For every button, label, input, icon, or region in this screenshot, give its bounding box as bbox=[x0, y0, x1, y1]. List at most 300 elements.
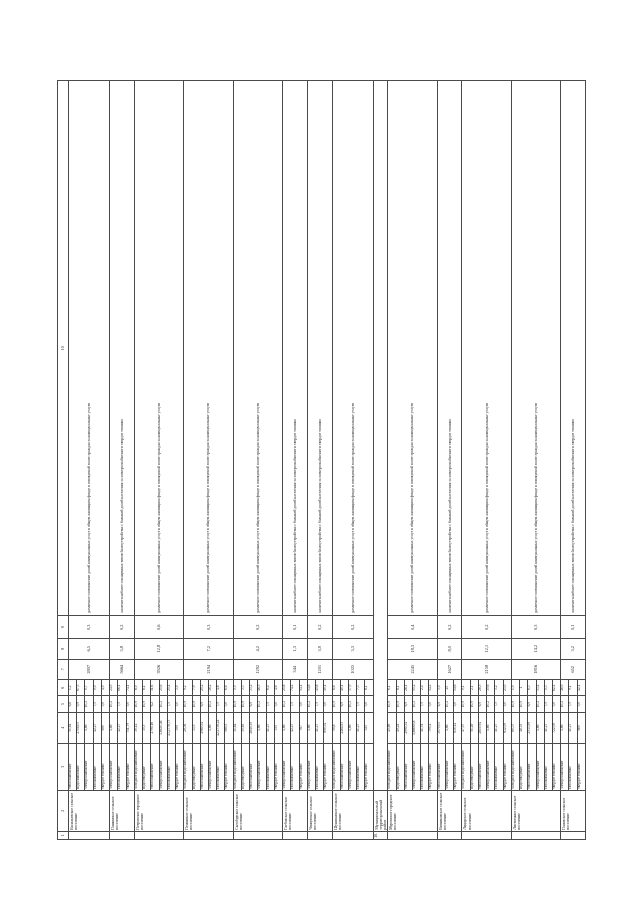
table-row bbox=[184, 81, 192, 840]
tariff-value: 3070,03 bbox=[437, 712, 445, 743]
tariff-value: 42,27 bbox=[118, 712, 126, 743]
share-value: 4,8 bbox=[217, 680, 225, 696]
growth-value: 5,0 bbox=[176, 696, 184, 712]
growth-value: 7,5 bbox=[316, 696, 324, 712]
deviation-value: 0,1 bbox=[283, 616, 308, 639]
service-name: теплоснабжение bbox=[151, 743, 159, 790]
deviation-value: 0,4 bbox=[388, 616, 437, 639]
population-value: 5664 bbox=[110, 659, 135, 680]
tariff-value: 2990,34 bbox=[404, 712, 412, 743]
header-cell: 1 bbox=[58, 831, 69, 839]
deviation-value: 0,6 bbox=[134, 616, 183, 639]
share-value: 6,4 bbox=[266, 680, 274, 696]
tariff-value: 41,27 bbox=[316, 712, 324, 743]
justification-text: различное соотношение долей коммунальных услуг в общем жилищном фонде в совокупной плате граждан за коммунальные услуги bbox=[332, 81, 373, 616]
header-cell: 3 bbox=[58, 743, 69, 790]
share-value: 54,1 bbox=[299, 680, 307, 696]
service-name: электроснабжение bbox=[85, 743, 93, 790]
settlement-name: Васильевское сельское поселение bbox=[69, 790, 110, 831]
growth-value: 6,9 bbox=[528, 696, 536, 712]
tariff-table bbox=[57, 80, 586, 840]
tariff-value: 2533,99 bbox=[528, 712, 536, 743]
growth-value: 7,5 bbox=[266, 696, 274, 712]
share-value: 8,1 bbox=[143, 680, 151, 696]
tariff-value: 42,27 bbox=[291, 712, 299, 743]
tariff-value: 51,84 bbox=[69, 712, 77, 743]
growth-value: 10,2 bbox=[283, 696, 291, 712]
population-value: 2807 bbox=[69, 659, 110, 680]
settlement-name: Вязниковское сельское поселение bbox=[437, 790, 462, 831]
tariff-value: 41,27 bbox=[569, 712, 577, 743]
share-value: 3,0 bbox=[176, 680, 184, 696]
share-value: 48,9 bbox=[561, 680, 569, 696]
payment-share-value: 3,9 bbox=[307, 639, 332, 660]
growth-value: 10,9 bbox=[511, 696, 519, 712]
header-row bbox=[58, 81, 69, 840]
service-name: газоснабжение bbox=[544, 743, 552, 790]
service-name: водоотведение bbox=[520, 743, 528, 790]
share-value: 25,4 bbox=[167, 680, 175, 696]
service-name: газоснабжение bbox=[217, 743, 225, 790]
header-cell: 8 bbox=[58, 639, 69, 660]
share-value: 55,2 bbox=[412, 680, 420, 696]
table-row bbox=[388, 81, 396, 840]
payment-share-value: 18,3 bbox=[388, 639, 437, 660]
section-title: Муниципальный территориальный район bbox=[373, 790, 388, 831]
share-value: 6,3 bbox=[528, 680, 536, 696]
growth-value: 7,5 bbox=[544, 696, 552, 712]
service-name: теплоснабжение bbox=[404, 743, 412, 790]
share-value: 25,8 bbox=[283, 680, 291, 696]
service-name: электроснабжение bbox=[445, 743, 453, 790]
tariff-value: 2810,94 bbox=[478, 712, 486, 743]
justification-text: различное соотношение долей коммунальных услуг в общем жилищном фонде в совокупной плате граждан за коммунальные услуги bbox=[69, 81, 110, 616]
tariff-value: 722,05 bbox=[552, 712, 560, 743]
deviation-value: 0,3 bbox=[184, 616, 233, 639]
growth-value: 10,2 bbox=[258, 696, 266, 712]
growth-value: 6,9 bbox=[250, 696, 258, 712]
row-number-cell bbox=[184, 831, 233, 839]
share-value: 8,1 bbox=[396, 680, 404, 696]
share-value: 3,3 bbox=[241, 680, 249, 696]
share-value: 9,2 bbox=[184, 680, 192, 696]
growth-value: 10,9 bbox=[233, 696, 241, 712]
tariff-value: 650 bbox=[101, 712, 109, 743]
deviation-value: 0,3 bbox=[69, 616, 110, 639]
growth-value: 10,2 bbox=[412, 696, 420, 712]
tariff-value: 1,86 bbox=[283, 712, 291, 743]
share-value: 25,2 bbox=[200, 680, 208, 696]
growth-value: 10,9 bbox=[134, 696, 142, 712]
tariff-value: 48,53 bbox=[520, 712, 528, 743]
growth-value: 10,2 bbox=[208, 696, 216, 712]
growth-value: 7,5 bbox=[357, 696, 365, 712]
share-value: 67,3 bbox=[77, 680, 85, 696]
share-value: 33,4 bbox=[536, 680, 544, 696]
row-number-cell bbox=[561, 831, 586, 839]
share-value: 0,1 bbox=[462, 680, 470, 696]
growth-value: 10,9 bbox=[388, 696, 396, 712]
rotated-table-container bbox=[57, 80, 586, 840]
tariff-value: 1,86 bbox=[536, 712, 544, 743]
share-value: 8,1 bbox=[365, 680, 373, 696]
service-name: водоотведение bbox=[396, 743, 404, 790]
share-value: 1 bbox=[520, 680, 528, 696]
growth-value: 10,2 bbox=[445, 696, 453, 712]
growth-value: 10,9 bbox=[462, 696, 470, 712]
growth-value: 5,0 bbox=[225, 696, 233, 712]
payment-share-value: 12,8 bbox=[134, 639, 183, 660]
header-cell: 6 bbox=[58, 680, 69, 696]
table-row bbox=[332, 81, 340, 840]
justification-text: различное соотношение долей коммунальных услуг в общем жилищном фонде в совокупной плате граждан за коммунальные услуги bbox=[134, 81, 183, 616]
deviation-value: 0,1 bbox=[561, 616, 586, 639]
tariff-value: 690,54 bbox=[324, 712, 332, 743]
tariff-value: 700,4 bbox=[429, 712, 437, 743]
share-value: 10,1 bbox=[324, 680, 332, 696]
service-name: холодное водоснабжение bbox=[462, 743, 470, 790]
tariff-value: 1,88 bbox=[110, 712, 118, 743]
share-value: 62,4 bbox=[552, 680, 560, 696]
header-cell: 4 bbox=[58, 712, 69, 743]
tariff-value: 42,2738,24 bbox=[217, 712, 225, 743]
deviation-value: 0,2 bbox=[233, 616, 282, 639]
tariff-value: 2464,93 bbox=[340, 712, 348, 743]
service-name: твердое топливо bbox=[365, 743, 373, 790]
row-number-cell bbox=[388, 831, 437, 839]
settlement-name: Глебовское сельское поселение bbox=[283, 790, 308, 831]
section-row bbox=[373, 81, 388, 840]
growth-value: 7,5 bbox=[569, 696, 577, 712]
share-value: 0,0 bbox=[93, 680, 101, 696]
tariff-value: 2980,54 bbox=[200, 712, 208, 743]
growth-value: 5,0 bbox=[299, 696, 307, 712]
justification-text: различное соотношение долей коммунальных услуг в общем жилищном фонде в совокупной плате граждан за коммунальные услуги bbox=[462, 81, 511, 616]
tariff-value: 632,05 bbox=[503, 712, 511, 743]
tariff-value: 33,5 bbox=[192, 712, 200, 743]
service-name: твердое топливо bbox=[429, 743, 437, 790]
deviation-value: 0,2 bbox=[307, 616, 332, 639]
share-value: 37,9 bbox=[348, 680, 356, 696]
growth-value: 7,5 bbox=[167, 696, 175, 712]
row-number-cell bbox=[511, 831, 560, 839]
service-name: газоснабжение bbox=[167, 743, 175, 790]
payment-share-value: 3,3 bbox=[332, 639, 373, 660]
growth-value: 5,0 bbox=[101, 696, 109, 712]
service-name: твердое топливо bbox=[101, 743, 109, 790]
service-name: твердое топливо bbox=[126, 743, 134, 790]
growth-value: 5,0 bbox=[577, 696, 585, 712]
growth-value: 7,5 bbox=[421, 696, 429, 712]
tariff-value: 51,49 bbox=[470, 712, 478, 743]
tariff-value: 1,8630,46 bbox=[159, 712, 167, 743]
share-value: 46,5 bbox=[258, 680, 266, 696]
tariff-value: 2849,39 bbox=[250, 712, 258, 743]
row-number-cell bbox=[437, 831, 462, 839]
share-value: 66,1 bbox=[118, 680, 126, 696]
service-name: газоснабжение bbox=[421, 743, 429, 790]
tariff-value: 30,14 bbox=[134, 712, 142, 743]
population-value: 1627 bbox=[437, 659, 462, 680]
header-cell: 2 bbox=[58, 790, 69, 831]
growth-value: 10,2 bbox=[536, 696, 544, 712]
population-value: 2194 bbox=[184, 659, 233, 680]
justification-text: наличие наиболее оснащенных типов благоустройства с большей долей населения за электроснабжение и твердое топливо bbox=[307, 81, 332, 616]
tariff-value: 49,24 bbox=[396, 712, 404, 743]
service-name: твердое топливо bbox=[552, 743, 560, 790]
growth-value: 5,0 bbox=[454, 696, 462, 712]
row-number-cell bbox=[69, 831, 110, 839]
growth-value: 5,0 bbox=[274, 696, 282, 712]
tariff-value: 1,86 bbox=[348, 712, 356, 743]
empty-cell bbox=[373, 81, 388, 791]
tariff-value: 559 bbox=[176, 712, 184, 743]
settlement-name: Петровское городское поселение bbox=[134, 790, 183, 831]
payment-share-value: 8,0 bbox=[437, 639, 462, 660]
table-body bbox=[69, 81, 586, 840]
growth-value: 5,0 bbox=[429, 696, 437, 712]
growth-value: 10,9 bbox=[143, 696, 151, 712]
growth-value: 10,2 bbox=[348, 696, 356, 712]
payment-share-value: 6,5 bbox=[69, 639, 110, 660]
service-name: теплоснабжение bbox=[478, 743, 486, 790]
service-name: теплоснабжение bbox=[528, 743, 536, 790]
share-value: 6,6 bbox=[225, 680, 233, 696]
share-value: 5,3 bbox=[544, 680, 552, 696]
justification-text: различное соотношение долей коммунальных услуг в общем жилищном фонде в совокупной плате граждан за коммунальные услуги bbox=[233, 81, 282, 616]
service-name: электроснабжение bbox=[348, 743, 356, 790]
tariff-value: 525 bbox=[365, 712, 373, 743]
share-value: 14,2 bbox=[429, 680, 437, 696]
population-value: 1201 bbox=[307, 659, 332, 680]
population-value: 2245 bbox=[388, 659, 437, 680]
growth-value: 10,9 bbox=[241, 696, 249, 712]
tariff-value: 2790,16 bbox=[151, 712, 159, 743]
share-value: 6,1 bbox=[388, 680, 396, 696]
settlement-name: Муромское городское поселение bbox=[388, 790, 437, 831]
settlement-name: Лиственное сельское поселение bbox=[511, 790, 560, 831]
service-name: газоснабжение bbox=[495, 743, 503, 790]
tariff-value: 41,27 bbox=[357, 712, 365, 743]
service-name: водоснабжение bbox=[77, 743, 85, 790]
payment-share-value: 14,2 bbox=[511, 639, 560, 660]
tariff-value: 41,27 bbox=[544, 712, 552, 743]
growth-value: 10,2 bbox=[487, 696, 495, 712]
share-value: 4,6 bbox=[274, 680, 282, 696]
share-value: 9,1 bbox=[569, 680, 577, 696]
growth-value: 5,0 bbox=[503, 696, 511, 712]
service-name: твердое топливо bbox=[225, 743, 233, 790]
growth-value: 7,5 bbox=[495, 696, 503, 712]
row-number-cell bbox=[462, 831, 511, 839]
growth-value: 7,5 bbox=[291, 696, 299, 712]
growth-value: 5,0 bbox=[365, 696, 373, 712]
tariff-value: 43,2778,73 bbox=[167, 712, 175, 743]
row-number-cell bbox=[332, 831, 373, 839]
header-cell: 5 bbox=[58, 696, 69, 712]
settlement-name: Пановское сельское поселение bbox=[561, 790, 586, 831]
share-value: 11,6 bbox=[151, 680, 159, 696]
service-name: газоснабжение bbox=[357, 743, 365, 790]
service-name: твердое топливо bbox=[299, 743, 307, 790]
row-number-cell bbox=[307, 831, 332, 839]
population-value: 3926 bbox=[134, 659, 183, 680]
tariff-value: 1,86 bbox=[561, 712, 569, 743]
justification-text: наличие наиболее оснащенных типов благоустройства с большей долей населения за электроснабжение и твердое топливо bbox=[437, 81, 462, 616]
deviation-value: 0,2 bbox=[437, 616, 462, 639]
tariff-value: 29,36 bbox=[184, 712, 192, 743]
service-name: холодное водоснабжение bbox=[233, 743, 241, 790]
service-name: теплоснабжение bbox=[250, 743, 258, 790]
service-name: электроснабжение bbox=[561, 743, 569, 790]
service-name: водоотведение bbox=[192, 743, 200, 790]
tariff-value: 589,5 bbox=[225, 712, 233, 743]
deviation-value: 0,2 bbox=[462, 616, 511, 639]
share-value: 18,2 bbox=[208, 680, 216, 696]
share-value: 28,5 bbox=[478, 680, 486, 696]
service-name: электроснабжение bbox=[258, 743, 266, 790]
share-value: 35,6 bbox=[487, 680, 495, 696]
growth-value: 10,9 bbox=[520, 696, 528, 712]
share-value: 33,2 bbox=[250, 680, 258, 696]
service-name: холодное водоснабжение bbox=[388, 743, 396, 790]
service-name: холодное водоснабжение bbox=[134, 743, 142, 790]
row-number-cell bbox=[233, 831, 282, 839]
tariff-value: 1,86060,8 bbox=[412, 712, 420, 743]
share-value: 45,8 bbox=[316, 680, 324, 696]
settlement-name: Сытобудское сельское поселение bbox=[233, 790, 282, 831]
service-name: газоснабжение bbox=[291, 743, 299, 790]
share-value: 23,0 bbox=[503, 680, 511, 696]
share-value: 25 bbox=[445, 680, 453, 696]
growth-value: 7,5 bbox=[217, 696, 225, 712]
tariff-value: 630,14 bbox=[454, 712, 462, 743]
population-value: 2158 bbox=[462, 659, 511, 680]
share-value: 24,9 bbox=[110, 680, 118, 696]
share-value: 28,1 bbox=[404, 680, 412, 696]
share-value: 3,0 bbox=[437, 680, 445, 696]
service-name: теплоснабжение bbox=[200, 743, 208, 790]
share-value: 8,0 bbox=[134, 680, 142, 696]
deviation-value: 0,2 bbox=[110, 616, 135, 639]
growth-value: 6,2 bbox=[151, 696, 159, 712]
growth-value: 10,9 bbox=[396, 696, 404, 712]
service-name: газоснабжение bbox=[316, 743, 324, 790]
growth-value: 10,2 bbox=[561, 696, 569, 712]
growth-value: 6,9 bbox=[200, 696, 208, 712]
tariff-value: 535 bbox=[274, 712, 282, 743]
growth-value: 10,2 bbox=[85, 696, 93, 712]
justification-text: наличие наиболее оснащенных типов благоустройства с большей долей населения за электроснабжение и твердое топливо bbox=[283, 81, 308, 616]
share-value: 2,4 bbox=[421, 680, 429, 696]
header-cell: 9 bbox=[58, 616, 69, 639]
justification-text: наличие наиболее оснащенных типов благоустройства с большей долей населения за электроснабжение и твердое топливо bbox=[561, 81, 586, 616]
service-name: электроснабжение bbox=[208, 743, 216, 790]
growth-value: 0,9 bbox=[77, 696, 85, 712]
population-value: 1025 bbox=[332, 659, 373, 680]
tariff-value: 45,89 bbox=[388, 712, 396, 743]
tariff-value: 59,8 bbox=[332, 712, 340, 743]
payment-share-value: 1,3 bbox=[283, 639, 308, 660]
tariff-value: 1,86 bbox=[445, 712, 453, 743]
growth-value: 10,9 bbox=[184, 696, 192, 712]
service-name: водоотведение bbox=[143, 743, 151, 790]
service-name: твердое топливо bbox=[503, 743, 511, 790]
share-value: 5,5 bbox=[233, 680, 241, 696]
share-value: 40,1 bbox=[340, 680, 348, 696]
row-number-cell bbox=[283, 831, 308, 839]
share-value: 54,8 bbox=[307, 680, 315, 696]
tariff-value: 41,27 bbox=[266, 712, 274, 743]
service-name: теплоснабжение bbox=[69, 743, 77, 790]
service-name: газоснабжение bbox=[266, 743, 274, 790]
service-name: электроснабжение bbox=[487, 743, 495, 790]
service-name: твердое топливо bbox=[324, 743, 332, 790]
service-name: электроснабжение bbox=[283, 743, 291, 790]
tariff-value: 1,86 bbox=[85, 712, 93, 743]
service-name: водоотведение bbox=[470, 743, 478, 790]
share-value: 4,0 bbox=[101, 680, 109, 696]
justification-text: различное соотношение долей коммунальных услуг в общем жилищном фонде в совокупной плате граждан за коммунальные услуги bbox=[184, 81, 233, 616]
service-name: теплоснабжение bbox=[340, 743, 348, 790]
tariff-value: 711,79 bbox=[126, 712, 134, 743]
settlement-name: Лидорское сельское поселение bbox=[462, 790, 511, 831]
share-value: 1,2 bbox=[69, 680, 77, 696]
tariff-value: 35,5 bbox=[143, 712, 151, 743]
header-cell: 7 bbox=[58, 659, 69, 680]
share-value: 7,3 bbox=[357, 680, 365, 696]
settlement-name: Шушпанское сельское поселение bbox=[332, 790, 373, 831]
tariff-value: 600 bbox=[577, 712, 585, 743]
share-value: 74,2 bbox=[291, 680, 299, 696]
growth-value: 10,9 bbox=[470, 696, 478, 712]
growth-value: 6,9 bbox=[404, 696, 412, 712]
growth-value: 10,9 bbox=[192, 696, 200, 712]
tariff-value: 47,07 bbox=[462, 712, 470, 743]
population-value: 344 bbox=[283, 659, 308, 680]
payment-share-value: 3,2 bbox=[561, 639, 586, 660]
service-name: газоснабжение bbox=[569, 743, 577, 790]
tariff-value: 1,86 bbox=[307, 712, 315, 743]
justification-text: наличие наиболее оснащенных типов благоустройства с большей долей населения за электроснабжение и твердое топливо bbox=[110, 81, 135, 616]
service-name: твердое топливо bbox=[274, 743, 282, 790]
service-name: холодное водоснабжение bbox=[184, 743, 192, 790]
service-name: твердое топливо bbox=[577, 743, 585, 790]
population-value: 652 bbox=[561, 659, 586, 680]
growth-value: 10,9 bbox=[332, 696, 340, 712]
tariff-value: 41,51 bbox=[421, 712, 429, 743]
tariff-value: 767 bbox=[299, 712, 307, 743]
share-value: 74,1 bbox=[126, 680, 134, 696]
growth-value: 10,2 bbox=[159, 696, 167, 712]
service-name: электроснабжение bbox=[412, 743, 420, 790]
population-value: 1816 bbox=[511, 659, 560, 680]
growth-value: 7,5 bbox=[118, 696, 126, 712]
tariff-value: 35,83 bbox=[241, 712, 249, 743]
share-value: 1,9 bbox=[511, 680, 519, 696]
settlement-name: Пашинское сельское поселение bbox=[110, 790, 135, 831]
service-name: холодное водоснабжение bbox=[332, 743, 340, 790]
service-name: электроснабжение bbox=[536, 743, 544, 790]
share-value: 25,6 bbox=[159, 680, 167, 696]
settlement-name: Пенинское сельское поселение bbox=[184, 790, 233, 831]
row-number-cell bbox=[110, 831, 135, 839]
growth-value: 6,9 bbox=[340, 696, 348, 712]
justification-text: различное соотношение долей коммунальных услуг в общем жилищном фонде в совокупной плате граждан за коммунальные услуги bbox=[388, 81, 437, 616]
tariff-value: 42,27 bbox=[93, 712, 101, 743]
deviation-value: 0,2 bbox=[332, 616, 373, 639]
service-name: электроснабжение bbox=[159, 743, 167, 790]
